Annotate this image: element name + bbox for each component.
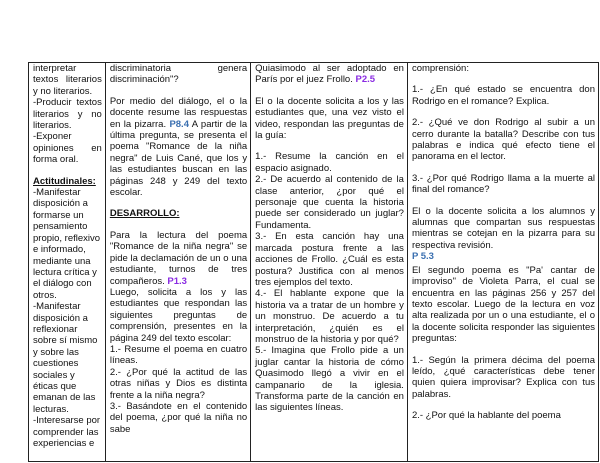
activities-column-2	[251, 63, 408, 462]
attitudinal-heading: Actitudinales:	[33, 175, 96, 187]
question-continuation: discriminatoria genera discriminación"?	[109, 63, 248, 86]
activities-column-3	[407, 63, 598, 462]
objective-producir: -Producir textos literarios y no literarios.	[33, 97, 102, 132]
attitudinal-item-1: -Manifestar disposición a formarse un pensamiento propio, reflexivo e informado, mediante una lectura crítica y el diálogo con otros.	[33, 187, 101, 301]
video-context: Quiasimodo al ser adoptado en París por el juez Frollo. P2.5	[255, 63, 404, 86]
development-heading: DESARROLLO:	[109, 208, 180, 220]
objective-interpretar: interpretar textos literarios y no literarios.	[33, 63, 102, 97]
attitudinal-item-2: -Manifestar disposición a reflexionar sobre sí mismo y sobre las cuestiones sociales y éticas que emanan de las lecturas.	[33, 301, 98, 415]
reference-tag: P 5.3	[411, 251, 434, 263]
attitudinal-item-3: -Interesarse por comprender las experiencias e	[33, 415, 101, 449]
comprehension-label: comprensión:	[411, 63, 469, 74]
objectives-column	[29, 63, 106, 462]
question-1: 1.- Resume el poema en cuatro líneas.	[109, 343, 248, 367]
question-3: 3.- Basándote en el contenido del poema, ¿por qué la niña no sabe	[109, 400, 248, 435]
question-4: 4.- El hablante expone que la historia va a tratar de un hombre y un monstruo. De acuerdo a tu interpretación, ¿quién es el monstruo de la historia y por qué?	[255, 288, 404, 345]
review-paragraph: El o la docente solicita a los alumnos y alumnas que compartan sus respuestas mientras se cotejan en la pizarra para su respectiva revisión.	[411, 205, 595, 251]
question-2: 2.- ¿Por qué la actitud de las otras niñas y Dios es distinta frente a la niña negra?	[109, 366, 248, 401]
reference-tag: P2.5	[355, 74, 376, 86]
reading-paragraph: Para la lectura del poema "Romance de la niña negra" se pide la declamación de un o una estudiante, turnos de tres compañeros. P1.3	[109, 229, 248, 287]
question-1: 1.- Resume la canción en el espacio asignado.	[255, 151, 404, 174]
question-3: 3.- En esta canción hay una marcada postura frente a las acciones de Frollo. ¿Cuál es esta postura? Justifica con al menos tres ejemplos del texto.	[255, 231, 404, 288]
table-row	[29, 63, 599, 462]
question-4: 1.- Según la primera décima del poema leído, ¿qué características debe tener quien quiera improvisar? Explica con tus palabras.	[411, 354, 595, 400]
question-5: 5.- Imagina que Frollo pide a un juglar cantar la historia de cómo Quasimodo llegó a vivir en el campanario de la iglesia. Transforma parte de la canción en las siguientes líneas.	[255, 345, 404, 414]
question-2: 2.- De acuerdo al contenido de la clase anterior, ¿por qué el personaje que cuenta la historia puede ser considerado un juglar? Fundamenta.	[255, 174, 404, 231]
summary-paragraph: Por medio del diálogo, el o la docente resume las respuestas en la pizarra. P8.4 A partir de la última pregunta, se presenta el poema "Romance de la niña negra" de Luis Cané, que los y las estudiantes buscan en las páginas 248 y 249 del texto escolar.	[109, 95, 248, 199]
activities-column-1	[105, 63, 250, 462]
lesson-plan-table	[28, 62, 599, 462]
question-5: 2.- ¿Por qué la hablante del poema	[411, 410, 561, 422]
question-3: 3.- ¿Por qué Rodrigo llama a la muerte al final del romance?	[411, 172, 595, 196]
guide-instructions: El o la docente solicita a los y las estudiantes que, una vez visto el video, respondan las preguntas de la guía:	[255, 95, 404, 142]
reference-tag: P8.4	[169, 118, 189, 130]
second-poem-paragraph: El segundo poema es "Pa' cantar de improviso" de Violeta Parra, el cual se encuentra en las páginas 256 y 257 del texto escolar. Luego de la lectura en voz alta realizada por un o una estudiante, el o la docente solicita responder las siguientes preguntas:	[411, 264, 595, 345]
question-1: 1.- ¿En qué estado se encuentra don Rodrigo en el romance? Explica.	[411, 84, 595, 107]
instructions-paragraph: Luego, solicita a los y las estudiantes que respondan las siguientes preguntas de comprensión, presentes en la página 249 del texto escolar:	[109, 286, 248, 344]
objective-exponer: -Exponer opiniones en forma oral.	[33, 131, 102, 166]
question-2: 2.- ¿Qué ve don Rodrigo al subir a un cerro durante la batalla? Describe con tus palabras e indica qué efecto tiene el panorama en el lector.	[411, 117, 595, 163]
reference-tag: P1.3	[167, 275, 187, 287]
